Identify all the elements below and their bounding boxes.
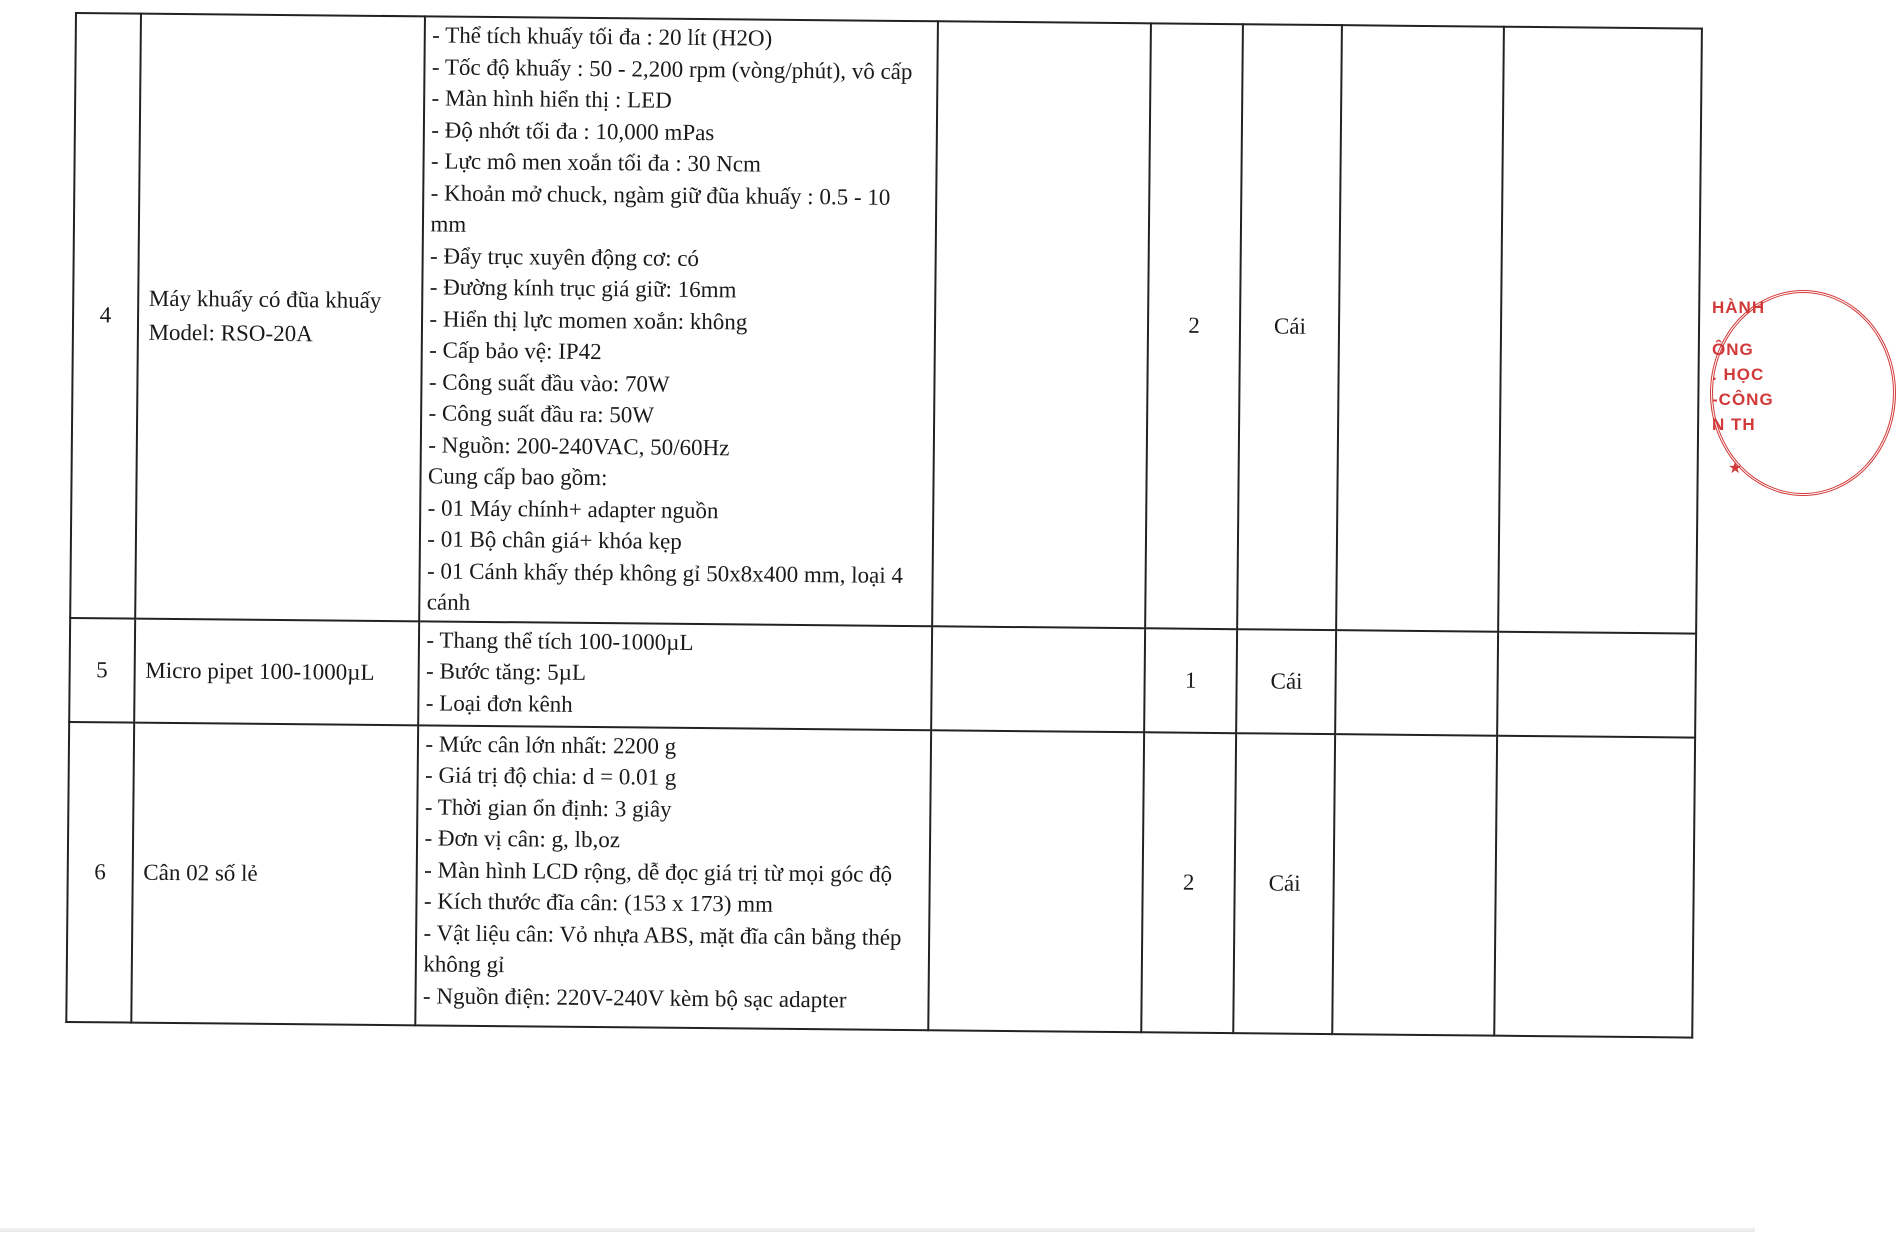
spec-line: - Loại đơn kênh xyxy=(425,689,573,717)
item-name xyxy=(131,722,419,1025)
spec-line: - Bước tăng: 5µL xyxy=(425,658,587,685)
item-specifications xyxy=(419,621,933,730)
spec-line: - Đẩy trục xuyên động cơ: có xyxy=(429,242,700,271)
quantity: 2 xyxy=(1141,732,1237,1033)
seal-text: . HỌC xyxy=(1712,365,1765,384)
spec-line: - Đơn vị cân: g, lb,oz xyxy=(424,825,621,853)
spec-line: - Thời gian ổn định: 3 giây xyxy=(424,793,672,822)
spec-line: - Vật liệu cân: Vỏ nhựa ABS, mặt đĩa cân bằng thép không gỉ xyxy=(423,919,902,978)
seal-text: N TH xyxy=(1712,415,1756,434)
item-specifications xyxy=(416,725,932,1030)
unit: Cái xyxy=(1238,24,1343,629)
seal-text: -CÔNG xyxy=(1712,390,1774,409)
row-number: 5 xyxy=(69,617,135,722)
spec-line: - Nguồn: 200-240VAC, 50/60Hz xyxy=(428,431,730,460)
seal-text: ÔNG xyxy=(1712,340,1754,359)
spec-line: - 01 Máy chính+ adapter nguồn xyxy=(427,494,719,523)
seal-text: HÀNH xyxy=(1712,298,1766,317)
empty-cell xyxy=(1494,735,1695,1037)
item-name xyxy=(135,14,426,621)
spec-line: - Màn hình LCD rộng, dễ đọc giá trị từ mọi góc độ xyxy=(424,856,893,887)
empty-cell xyxy=(1498,27,1702,633)
spec-line: - Nguồn điện: 220V-240V kèm bộ sạc adapter xyxy=(422,982,847,1012)
empty-cell xyxy=(1336,630,1499,736)
row-number: 6 xyxy=(66,721,134,1022)
spec-line: - Thang thể tích 100-1000µL xyxy=(426,626,694,655)
seal-star-icon: ★ xyxy=(1728,460,1743,477)
table-row xyxy=(66,721,1695,1037)
official-seal-stamp xyxy=(1700,290,1774,495)
spec-line: - Kích thước đĩa cân: (153 x 173) mm xyxy=(423,888,774,917)
scan-edge xyxy=(0,1228,1755,1232)
empty-cell xyxy=(1337,25,1504,631)
spec-line: - 01 Cánh khấy thép không gỉ 50x8x400 mm, loại 4 cánh xyxy=(426,557,904,615)
spec-line: - Cấp bảo vệ: IP42 xyxy=(429,337,602,365)
empty-cell xyxy=(1333,734,1497,1036)
quantity: 2 xyxy=(1145,23,1244,628)
spec-line: - Màn hình hiển thị : LED xyxy=(431,85,672,113)
empty-cell xyxy=(929,730,1144,1032)
spec-line: - Hiển thị lực momen xoắn: không xyxy=(429,305,748,334)
spec-line: - Độ nhớt tối đa : 10,000 mPas xyxy=(431,116,715,145)
empty-cell xyxy=(1497,631,1696,737)
spec-line: - Đường kính trục giá giữ: 16mm xyxy=(429,274,737,303)
spec-line: Cung cấp bao gồm: xyxy=(427,463,608,491)
spec-line: - Mức cân lớn nhất: 2200 g xyxy=(425,730,677,759)
item-specifications xyxy=(420,16,939,625)
spec-line: - Khoản mở chuck, ngàm giữ đũa khuấy : 0.5 - 10 mm xyxy=(430,179,891,237)
empty-cell xyxy=(933,21,1151,628)
item-name xyxy=(134,618,420,725)
item-name-line: Máy khuấy có đũa khuấy xyxy=(148,285,382,314)
quantity: 1 xyxy=(1144,628,1238,733)
spec-line: - Công suất đầu ra: 50W xyxy=(428,400,655,428)
item-name-line: Micro pipet 100-1000µL xyxy=(145,657,375,685)
spec-line: - Công suất đầu vào: 70W xyxy=(428,368,670,397)
empty-cell xyxy=(932,626,1145,732)
item-name-line: Cân 02 số lẻ xyxy=(143,859,258,886)
spec-line: - Tốc độ khuấy : 50 - 2,200 rpm (vòng/phút), vô cấp xyxy=(431,53,913,84)
table-row xyxy=(70,13,1702,633)
spec-line: - Giá trị độ chia: d = 0.01 g xyxy=(424,762,677,790)
table-row xyxy=(69,617,1696,737)
equipment-table xyxy=(65,12,1703,1038)
spec-line: - Lực mô men xoắn tối đa : 30 Ncm xyxy=(430,148,762,177)
spec-line: - 01 Bộ chân giá+ khóa kẹp xyxy=(427,526,682,554)
spec-line: - Thể tích khuấy tối đa : 20 lít (H2O) xyxy=(432,22,773,51)
item-model-line: Model: RSO-20A xyxy=(148,319,313,347)
unit: Cái xyxy=(1234,733,1336,1034)
unit: Cái xyxy=(1237,629,1337,734)
row-number: 4 xyxy=(70,13,140,618)
